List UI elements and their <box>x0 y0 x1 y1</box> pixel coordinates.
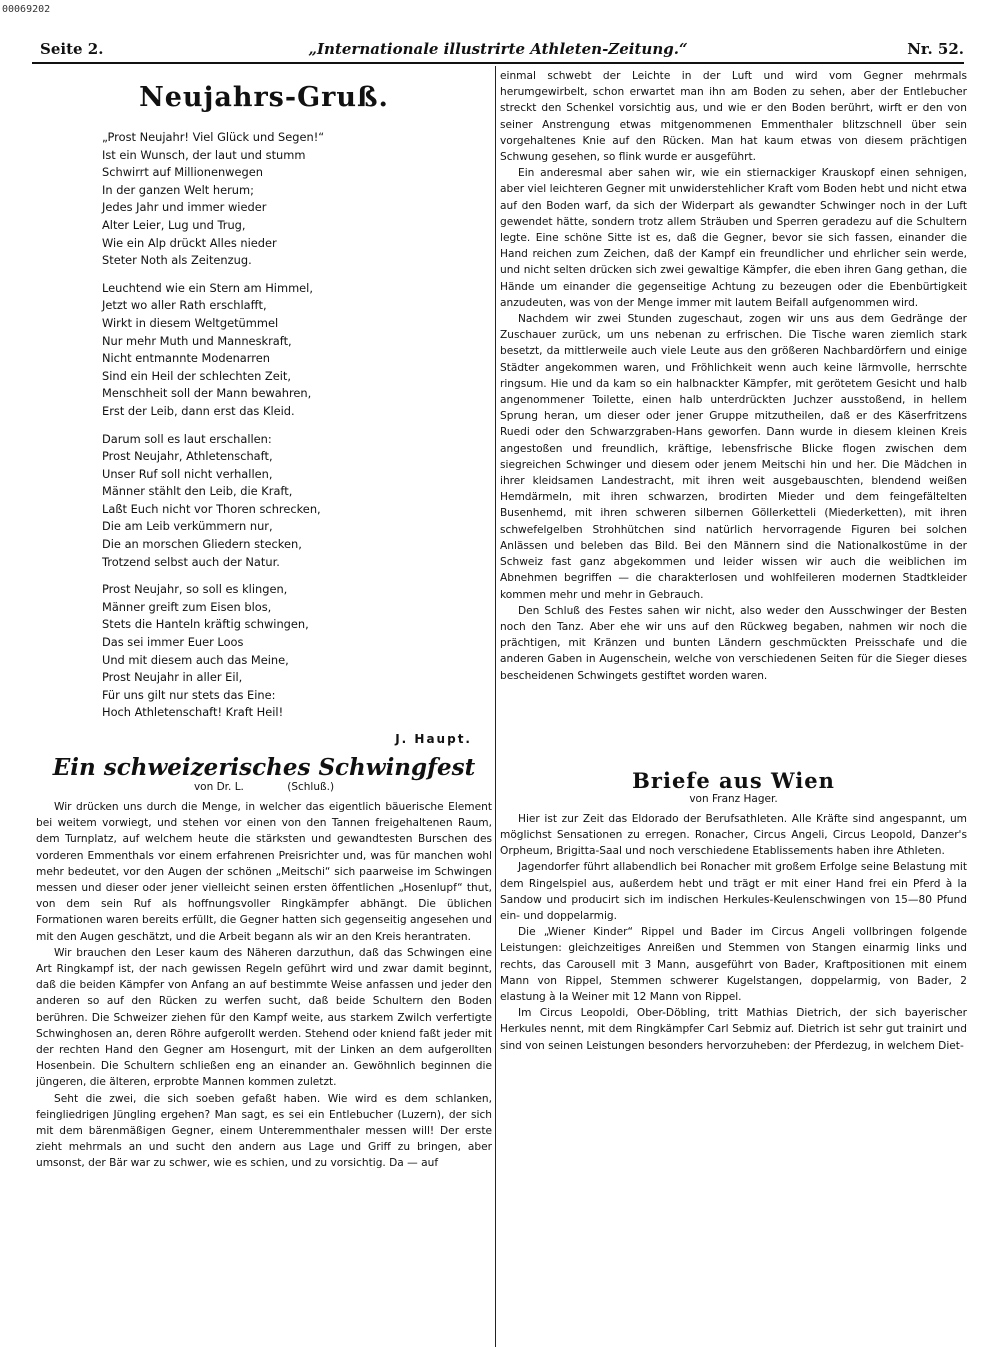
paragraph: Den Schluß des Festes sahen wir nicht, also weder den Ausschwinger der Besten noch den Tanz. Aber ehe wir uns auf den Rückweg begaben, nahmen wir noch die prächtigen, mit Kränzen und bunten Ländern geschmückten Preisschafe und die anderen Gaben in Augenschein, welche von verschiedenen Seiten für die Sieger dieses bescheidenen Schwingets gestiftet worden waren. <box>500 604 967 682</box>
right-column <box>500 68 967 1347</box>
paragraph: Die „Wiener Kinder“ Rippel und Bader im Circus Angeli vollbringen folgende Leistungen: gleichzeitiges Anreißen und Stemmen von Stangen einarmig links und rechts, das Carousell mit 3 Mann, ausgeführt von Bader, Kraftpositionen mit einem Mann von Rippel, Stemmen schwerer Kugelstangen, doppelarmig, von Bader, 2 elastung à la Weiner mit 12 Mann von Rippel. <box>500 926 967 1003</box>
poem-line: Sind ein Heil der schlechten Zeit, <box>102 368 291 383</box>
article-title: Ein schweizerisches Schwingfest <box>52 754 476 781</box>
issue-number: Nr. 52. <box>907 40 964 58</box>
poem-line: Unser Ruf soll nicht verhallen, <box>102 466 273 481</box>
poem-line: Leuchtend wie ein Stern am Himmel, <box>102 280 313 295</box>
poem-line: Darum soll es laut erschallen: <box>102 431 272 446</box>
article-byline-wien: von Franz Hager. <box>689 792 778 805</box>
poem-line: In der ganzen Welt herum; <box>102 182 254 197</box>
poem-line: Nur mehr Muth und Manneskraft, <box>102 333 292 348</box>
spacer <box>500 684 967 754</box>
poem-line: Ist ein Wunsch, der laut und stumm <box>102 147 306 162</box>
article-body <box>36 799 492 1172</box>
poem-line: Männer stählt den Leib, die Kraft, <box>102 484 293 499</box>
poem-line: Wie ein Alp drückt Alles nieder <box>102 235 277 250</box>
article-body-continued <box>500 68 967 684</box>
poem-line: „Prost Neujahr! Viel Glück und Segen!“ <box>102 130 325 144</box>
poem-line: Für uns gilt nur stets das Eine: <box>102 687 276 702</box>
poem-line: Trotzend selbst auch der Natur. <box>102 554 280 569</box>
page-header <box>32 38 964 64</box>
newspaper-title: „Internationale illustrirte Athleten-Zeitung.“ <box>308 40 688 58</box>
poem-line: Prost Neujahr in aller Eil, <box>102 670 243 685</box>
paragraph: Ein anderesmal aber sahen wir, wie ein stiernackiger Krauskopf einen sehnigen, aber viel leichteren Gegner mit unwiderstehlicher Kraft vom Boden hebt und nicht etwa auf den Boden warf, da sich der Widerpart als gewandter Schwinger noch in der Luft gewendet hätte, sondern trotz allem Sträuben und Sperren geradezu auf die Schultern legte. Eine schöne Sitte ist es, daß die Gegner, bevor sie sich fassen, einander die Hand reichen zum Zeichen, daß der Kampf ein freundlicher und ehrlicher sein werde, und nicht selten drücken sich zwei gewaltige Kämpfer, die eben ihren Gang gethan, die Hände um einander die gegenseitige Achtung zu bezeugen oder die Ebenbürtigkeit anzudeuten, was von der Menge immer mit lautem Beifall aufgenommen wird. <box>500 167 967 309</box>
paragraph: Hier ist zur Zeit das Eldorado der Berufsathleten. Alle Kräfte sind angespannt, um möglichst Sensationen zu erregen. Ronacher, Circus Angeli, Circus Leopold, Danzer's Orpheum, Brigitta-Saal und noch verschiedene Etablissements haben ihre Athleten. <box>500 812 967 858</box>
poem-line: Hoch Athletenschaft! Kraft Heil! <box>102 705 284 720</box>
poem-line: Alter Leier, Lug und Trug, <box>102 217 246 232</box>
poem-line: Männer greift zum Eisen blos, <box>102 599 272 614</box>
paragraph: Jagendorfer führt allabendlich bei Ronacher mit großem Erfolge seine Belastung mit dem Ringelspiel aus, außerdem hebt und trägt er mit einer Hand frei ein Pferd à la Sandow und producirt sich im indischen Herkules-Keulenschwingen von 15—80 Pfund ein- und doppelarmig. <box>500 861 967 922</box>
poem-stanza <box>36 280 492 421</box>
paragraph: Wir brauchen den Leser kaum des Näheren darzuthun, daß das Schwingen eine Art Ringkampf ist, der nach gewissen Regeln geführt wird und zwar damit beginnt, daß die beiden Kämpfer von Anfang an auf bestimmte Weise anfassen und jeder den anderen so auf den Rücken zu werfen sucht, daß beide Schultern den Boden berühren. Die Schweizer ziehen für den Kampf weite, aus starkem Zwilch verfertigte Schwinghosen an, deren Röhre aufgerollt werden. Stehend oder kniend faßt jeder mit der rechten Hand den Gegner am Hosengurt, mit der Linken an dem aufgerollten Hosenbein. Die Schultern schließen eng an einander an. Gewöhnlich beginnen die jüngeren, die älteren, erprobte Mannen kommen zuletzt. <box>36 946 492 1089</box>
article-title-wien: Briefe aus Wien <box>632 767 835 793</box>
column-divider <box>495 66 496 1347</box>
poem-line: Menschheit soll der Mann bewahren, <box>102 386 312 401</box>
poem-line: Schwirrt auf Millionenwegen <box>102 165 263 180</box>
poem-line: Die an morschen Gliedern stecken, <box>102 537 302 552</box>
author-name: von Dr. L. <box>193 781 244 793</box>
paragraph: Im Circus Leopoldi, Ober-Döbling, tritt Mathias Dietrich, der sich bayerischer Herkules nennt, mit dem Ringkämpfer Carl Sebmiz auf. Dietrich ist sehr gut trainirt und sind von seinen Leistungen besonders hervorzuheben: der Pferdezug, in welchem Diet- <box>500 1007 967 1052</box>
paragraph: Seht die zwei, die sich soeben gefaßt haben. Wie wird es dem schlanken, feingliedrigen Jüngling ergehen? Man sagt, es sei ein Entlebucher (Luzern), der sich mit dem bärenmäßigen Gegner, einem Unteremmenthaler messen will! Der erste zieht mehrmals an und sucht den andern aus Lage und Griff zu bringen, aber umsonst, der Bär war zu schwer, wie es schien, und zu vorsichtig. Da — auf <box>36 1092 492 1170</box>
paragraph: einmal schwebt der Leichte in der Luft und wird vom Gegner mehrmals herumgewirbelt, schon erwartet man ihn am Boden zu sehen, aber der Entlebucher streckt den Schenkel vorsichtig aus, und wie er den Boden berührt, wirft er den von seiner Anstrengung etwas mitgenommenen Emmenthaler blitzschnell über sein vorgehaltenes Knie auf den Rücken. Man hat kaum etwas von diesem prächtigen Schwung gesehen, so flink wurde er ausgeführt. <box>500 70 967 164</box>
poem-line: Prost Neujahr, Athletenschaft, <box>102 449 273 464</box>
paragraph: Nachdem wir zwei Stunden zugeschaut, zogen wir uns aus dem Gedränge der Zuschauer zurück, um uns nebenan zu erfrischen. Die Tische waren ziemlich stark besetzt, da mittlerweile auch viele Leute aus den größeren Nachbardörfern und einige Städter angekommen waren, und Fröhlichkeit wenn auch keine lärmvolle, herrschte ringsum. Hie und da kam so ein halbnackter Kämpfer, mit gerötetem Gesicht und halb angenommener Toilette, einen halb unterdrückten Juchzer ausstoßend, in hellem Sprung heran, um dieser oder jener Gruppe mitzutheilen, daß er des Käserfritzens Ruedi oder den Schwarzgraben-Hans geworfen. Dann wurde in diesem kleinen Kreis angestoßen und freundlich, kräftige, lebensfrische Blicke flogen zwischen dem siegreichen Schwinger und diesem oder jenem Meitschi hin und her. Die Mädchen in ihrer kleidsamen Landestracht, mit ihren weit ausgebauschten, blendend weißen Hemdärmeln, mit ihren schwarzen, brodirten Mieder und dem feingefältelten Busenhemd, mit ihren schweren silbernen Göllerketteli (Miederketten), mit ihren schwefelgelben Strohhütchen sind natürlich hervorragende Figuren bei solchen Anlässen und beleben das Bild. Bei den Männern sind die Nationalkostüme in der Schweiz fast ganz abgekommen und leider wissen wir auch die weiblichen im Abnehmen begriffen — die charakterlosen und wohlfeileren modernen Stadtkleider kommen mehr und mehr in Gebrauch. <box>500 313 967 601</box>
poem-line: Erst der Leib, dann erst das Kleid. <box>102 403 295 418</box>
continuation-note: (Schluß.) <box>287 781 335 793</box>
poem-line: Und mit diesem auch das Meine, <box>102 652 289 667</box>
scan-id: 00069202 <box>2 4 51 15</box>
poem <box>36 129 492 722</box>
poem-line: Prost Neujahr, so soll es klingen, <box>102 582 288 597</box>
poem-line: Steter Noth als Zeitenzug. <box>102 253 252 268</box>
poem-stanza <box>36 581 492 722</box>
poem-author: J. Haupt. <box>395 732 472 746</box>
poem-line: Die am Leib verkümmern nur, <box>102 519 273 534</box>
article-byline <box>36 781 492 793</box>
poem-line: Jedes Jahr und immer wieder <box>102 200 267 215</box>
left-column <box>36 68 492 1347</box>
poem-stanza <box>36 129 492 270</box>
poem-line: Laßt Euch nicht vor Thoren schrecken, <box>102 501 321 516</box>
poem-stanza <box>36 431 492 572</box>
poem-line: Stets die Hanteln kräftig schwingen, <box>102 617 309 632</box>
poem-title: Neujahrs-Gruß. <box>139 82 389 113</box>
article-body-wien <box>500 811 967 1054</box>
paragraph: Wir drücken uns durch die Menge, in welcher das eigentlich bäuerische Element bei weitem vorwiegt, und stehen vor einen von den Tannen freigehaltenen Raum, dem Turnplatz, auf welchem heute die stärksten und gewandtesten Burschen des vorderen Emmenthals vor einem erfahrenen Preisrichter und, was für manchen wohl mehr bedeutet, vor den Augen der schönen „Meitschi“ sich paarweise im Schwingen messen und dieser oder jener vielleicht seinen ersten öffentlichen „Hosenlupf“ thut, von dem sein Ruf als hoffnungsvoller Ringkämpfer abhängt. Die üblichen Formationen waren bereits erfüllt, die Gegner hatten sich gegenseitig angesehen und mit den Augen geschätzt, und die Arbeit begann als wir an den Kreis herantraten. <box>36 801 492 943</box>
poem-line: Jetzt wo aller Rath erschlafft, <box>102 298 267 313</box>
poem-line: Wirkt in diesem Weltgetümmel <box>102 315 279 330</box>
poem-line: Nicht entmannte Modenarren <box>102 351 270 366</box>
page-number: Seite 2. <box>40 40 104 58</box>
poem-line: Das sei immer Euer Loos <box>102 635 244 650</box>
